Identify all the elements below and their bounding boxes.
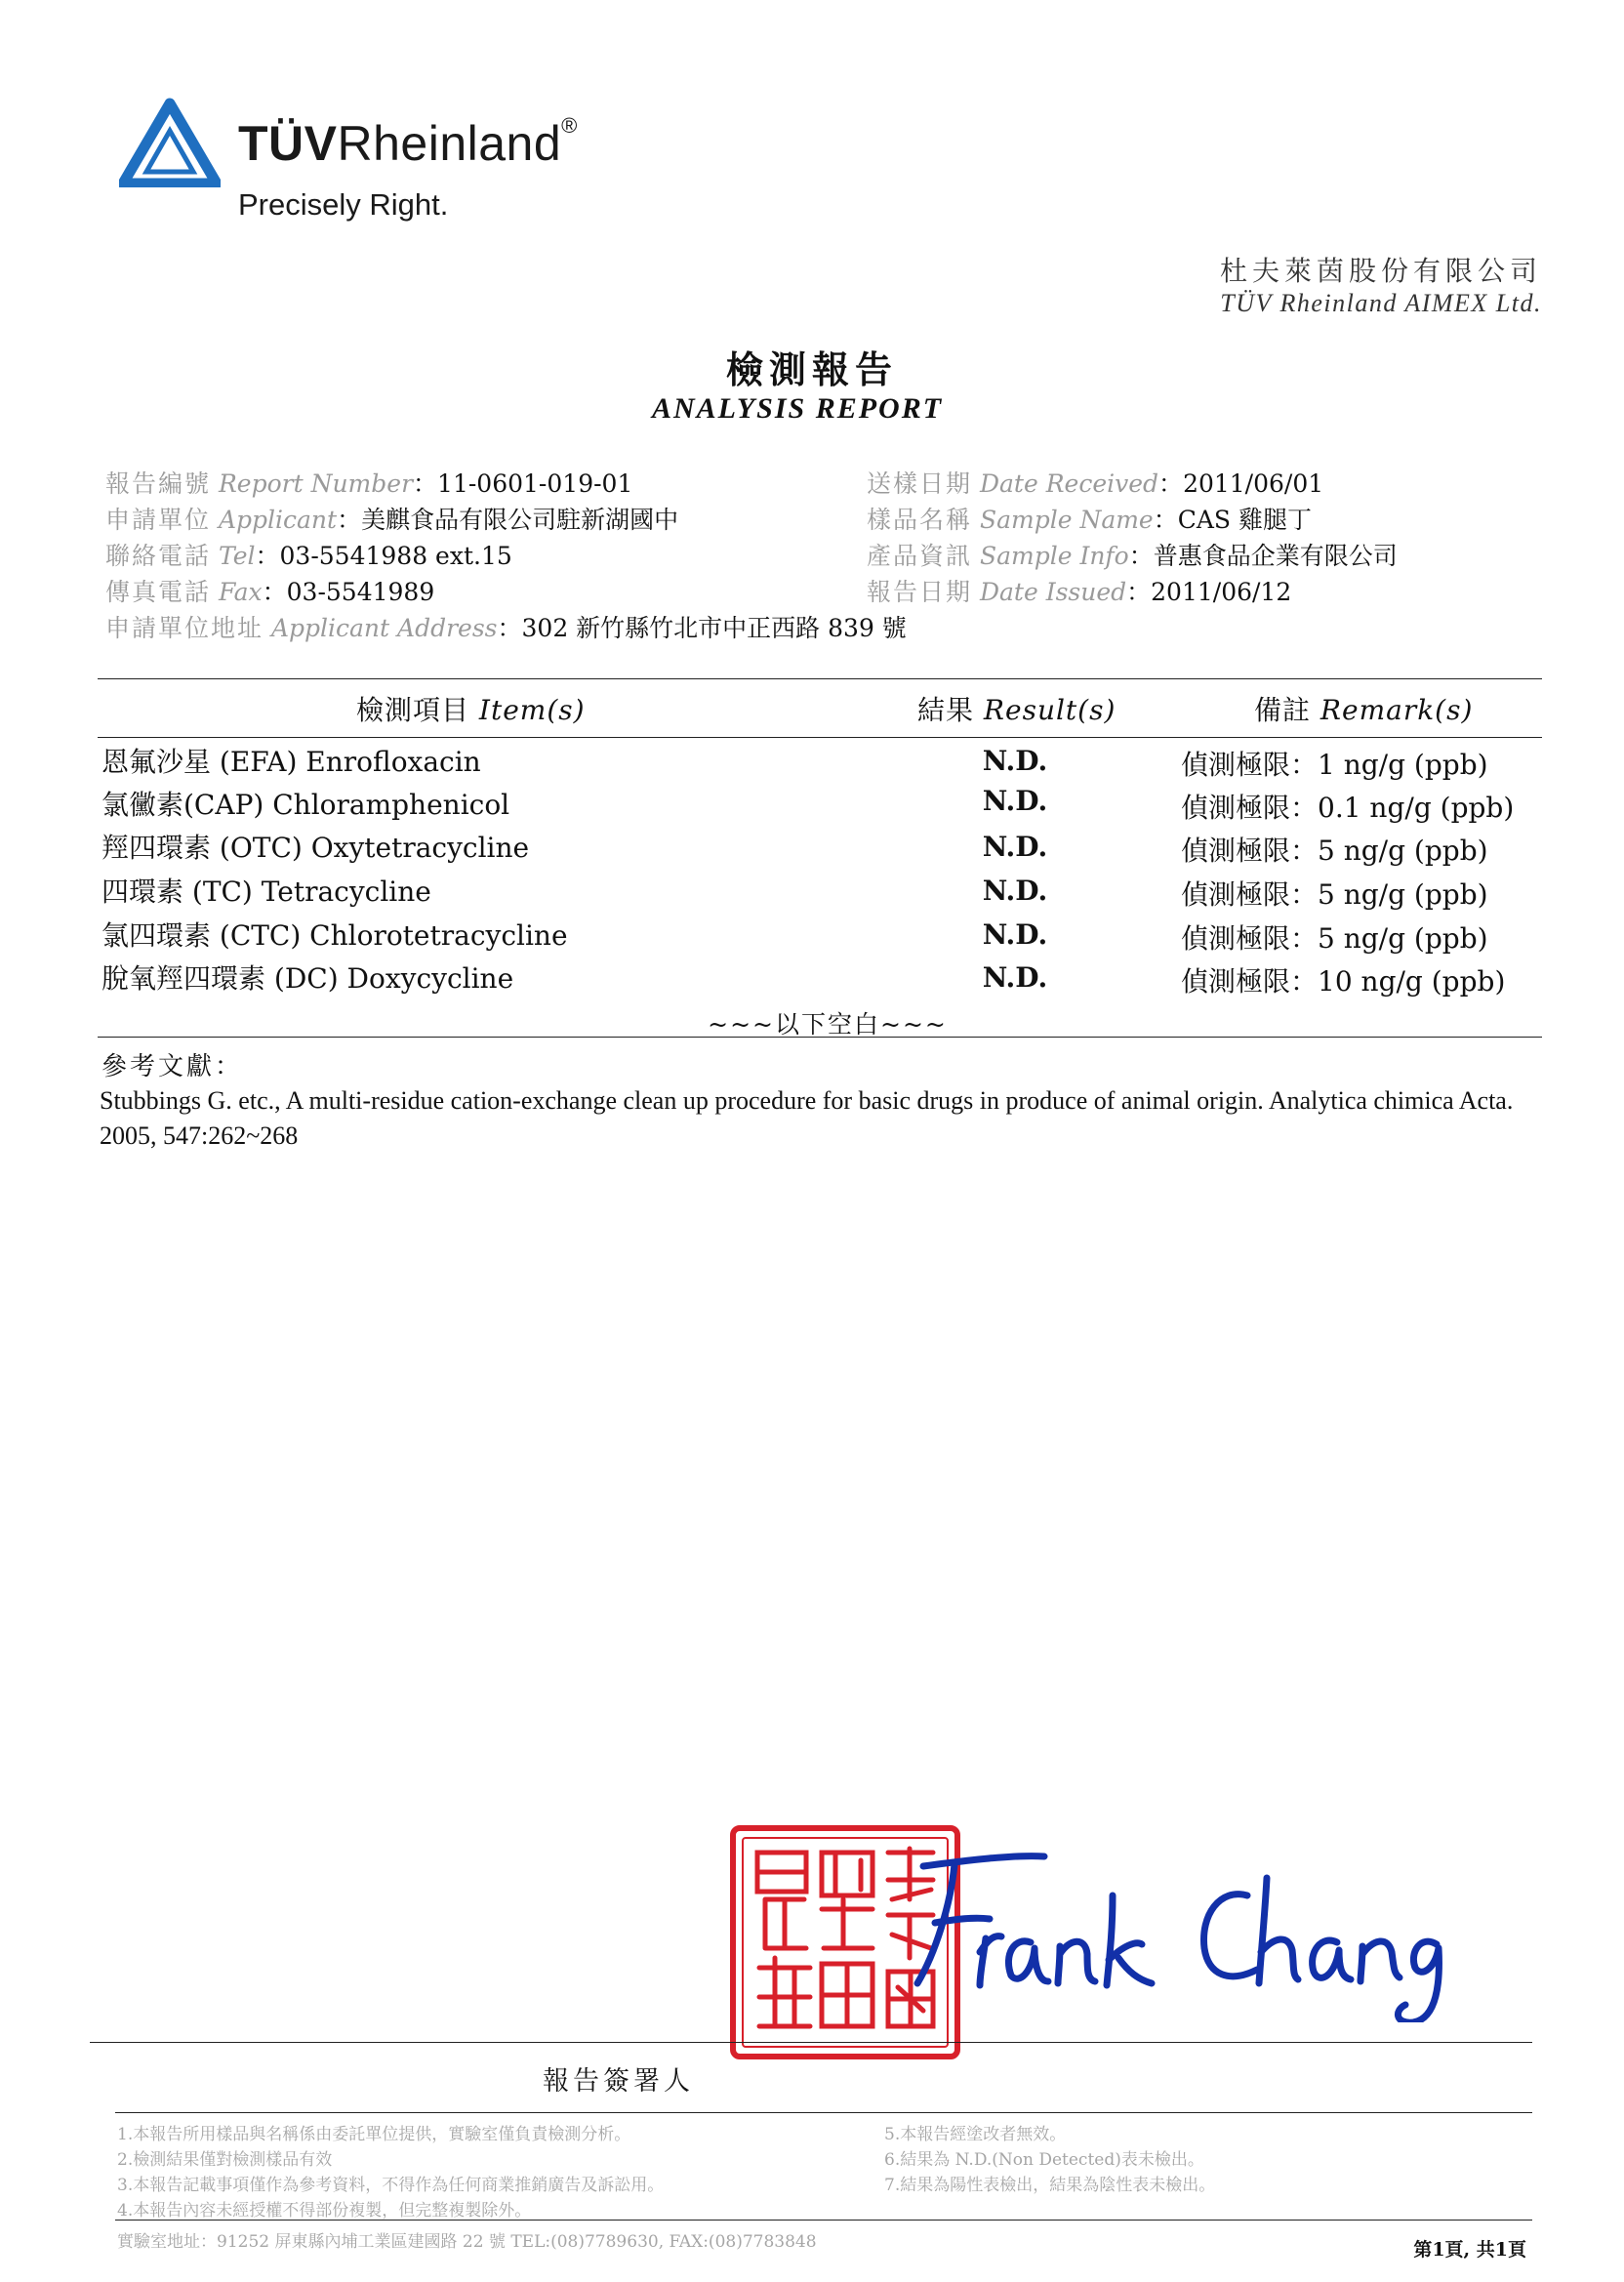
company-name-en: TÜV Rheinland AIMEX Ltd. (1220, 289, 1542, 317)
signer-label: 報告簽署人 (543, 2066, 694, 2097)
table-row-4-result: N.D. (982, 875, 1048, 907)
references-text: Stubbings G. etc., A multi-residue cation-exchange clean up procedure for basic drugs in produce of animal origin. Analytica chimica Acta. 2005, 547:262~268 (100, 1086, 1514, 1150)
logo-brand-rest: Rheinland (337, 116, 562, 171)
footer-note-4: 4.本報告內容未經授權不得部份複製，但完整複製除外。 (117, 2201, 532, 2221)
header-item: 檢測項目 Item(s) (356, 694, 586, 726)
date-received-value: 2011/06/01 (1183, 469, 1324, 498)
table-row-5-remark: 偵測極限：5 ng/g (ppb) (1181, 922, 1488, 955)
table-row-1-result: N.D. (982, 745, 1048, 777)
report-title-cn: 檢測報告 (725, 347, 898, 391)
logo-registered: ® (561, 113, 578, 138)
logo (115, 98, 623, 234)
table-row-4-item: 四環素 (TC) Tetracycline (102, 876, 431, 908)
date-issued-value: 2011/06/12 (1151, 578, 1292, 606)
logo-brand-bold: TÜV (238, 116, 338, 171)
meta-fax: 傳真電話 Fax：03-5541989 (105, 578, 435, 606)
meta-date-issued: 報告日期 Date Issued：2011/06/12 (867, 578, 1292, 606)
table-header-rule (98, 737, 1542, 738)
table-row-3-remark: 偵測極限：5 ng/g (ppb) (1181, 835, 1488, 867)
logo-tagline: Precisely Right. (238, 187, 449, 222)
footer-note-7: 7.結果為陽性表檢出，結果為陰性表未檢出。 (884, 2176, 1216, 2195)
meta-sample-info: 產品資訊 Sample Info：普惠食品企業有限公司 (867, 542, 1398, 570)
table-row-5-result: N.D. (982, 918, 1048, 951)
footer-note-5: 5.本報告經塗改者無效。 (884, 2125, 1067, 2144)
signature-rule (90, 2042, 1532, 2043)
table-row-3-result: N.D. (982, 831, 1048, 863)
sample-name-value: CAS 雞腿丁 (1177, 506, 1313, 534)
table-row-3-item: 羥四環素 (OTC) Oxytetracycline (102, 832, 530, 864)
meta-date-received: 送樣日期 Date Received：2011/06/01 (867, 469, 1324, 498)
blank-below-marker: ~~~以下空白~~~ (708, 1010, 948, 1039)
logo-brand (238, 115, 578, 172)
table-bottom-rule (98, 1037, 1542, 1038)
footer-note-6: 6.結果為 N.D.(Non Detected)表未檢出。 (884, 2150, 1204, 2170)
meta-report-number: 報告編號 Report Number：11-0601-019-01 (105, 469, 633, 498)
table-row-6-result: N.D. (982, 961, 1048, 994)
meta-address: 申請單位地址 Applicant Address：302 新竹縣竹北市中正西路 839 號 (105, 614, 907, 642)
handwritten-signature (878, 1827, 1464, 2022)
footer-note-3: 3.本報告記載事項僅作為參考資料，不得作為任何商業推銷廣告及訴訟用。 (117, 2176, 665, 2195)
table-row-6-remark: 偵測極限：10 ng/g (ppb) (1181, 965, 1506, 998)
meta-tel: 聯絡電話 Tel：03-5541988 ext.15 (105, 542, 512, 570)
footer-bottom-rule (115, 2220, 1532, 2221)
report-number-value: 11-0601-019-01 (437, 469, 633, 498)
header-remark: 備註 Remark(s) (1254, 694, 1474, 726)
fax-value: 03-5541989 (286, 578, 435, 606)
company-name-cn: 杜夫萊茵股份有限公司 (1219, 255, 1542, 287)
page-info: 第1頁, 共1頁 (1413, 2239, 1526, 2261)
table-top-rule (98, 678, 1542, 679)
lab-address: 實驗室地址：91252 屏東縣內埔工業區建國路 22 號 TEL:(08)7789630, FAX:(08)7783848 (117, 2232, 817, 2252)
tel-value: 03-5541988 ext.15 (279, 542, 512, 570)
meta-applicant: 申請單位 Applicant：美麒食品有限公司駐新湖國中 (105, 506, 679, 534)
table-row-2-item: 氯黴素(CAP) Chloramphenicol (102, 789, 510, 821)
report-title-en: ANALYSIS REPORT (651, 392, 944, 425)
table-row-4-remark: 偵測極限：5 ng/g (ppb) (1181, 878, 1488, 911)
tuv-triangle-logo-icon (119, 98, 221, 187)
table-row-1-item: 恩氟沙星 (EFA) Enrofloxacin (102, 746, 481, 778)
table-row-2-result: N.D. (982, 785, 1048, 817)
table-row-1-remark: 偵測極限：1 ng/g (ppb) (1181, 749, 1488, 781)
meta-sample-name: 樣品名稱 Sample Name：CAS 雞腿丁 (867, 506, 1313, 534)
header-result: 結果 Result(s) (917, 694, 1116, 726)
references-title: 參考文獻： (102, 1052, 244, 1081)
footer-note-1: 1.本報告所用樣品與名稱係由委託單位提供，實驗室僅負責檢測分析。 (117, 2125, 631, 2144)
applicant-value: 美麒食品有限公司駐新湖國中 (361, 506, 679, 534)
address-value: 302 新竹縣竹北市中正西路 839 號 (521, 614, 907, 642)
table-row-5-item: 氯四環素 (CTC) Chlorotetracycline (102, 919, 568, 952)
footer-top-rule (115, 2112, 1532, 2113)
table-row-6-item: 脫氧羥四環素 (DC) Doxycycline (102, 962, 514, 995)
footer-note-2: 2.檢測結果僅對檢測樣品有效 (117, 2150, 333, 2170)
table-row-2-remark: 偵測極限：0.1 ng/g (ppb) (1181, 792, 1515, 824)
sample-info-value: 普惠食品企業有限公司 (1153, 542, 1398, 570)
